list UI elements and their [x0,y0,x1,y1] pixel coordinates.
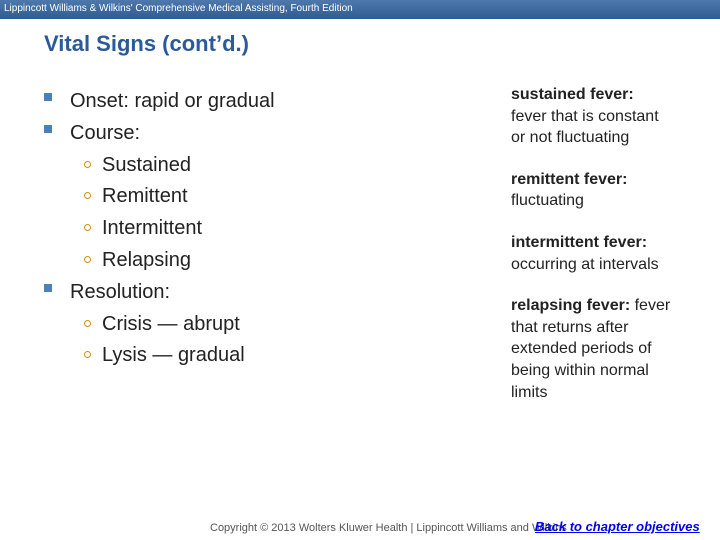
bullet-item [44,279,275,311]
circle-bullet-icon [84,256,91,263]
definition-relapsing [511,295,671,403]
definition-text: fluctuating [511,192,584,210]
bullet-text: Sustained [102,153,191,176]
square-bullet-icon [44,93,52,101]
circle-bullet-icon [84,224,91,231]
definitions-panel [511,84,671,423]
definition-text: occurring at intervals [511,255,659,273]
square-bullet-icon [44,125,52,133]
circle-bullet-icon [84,161,91,168]
bullet-text: Course: [70,121,141,144]
sub-bullet-item [44,152,275,184]
slide-title: Vital Signs (cont’d.) [44,31,249,56]
circle-bullet-icon [84,320,91,327]
sub-bullet-item [44,342,275,374]
square-bullet-icon [44,284,52,292]
bullet-item [44,120,275,152]
circle-bullet-icon [84,351,91,358]
bullet-text: Lysis — gradual [102,344,245,367]
bullet-text: Onset: rapid or gradual [70,90,275,112]
bullet-text: Resolution: [70,280,171,303]
definition-term: relapsing fever: [511,297,631,315]
definition-term: intermittent fever: [511,233,648,251]
bullet-text: Remittent [102,185,188,208]
sub-bullet-item [44,247,275,279]
sub-bullet-item [44,311,275,343]
sub-bullet-item [44,183,275,215]
sub-bullet-item [44,215,275,247]
header-bar [0,0,720,19]
definition-sustained [511,84,671,149]
bullet-text: Intermittent [102,217,203,240]
definition-term: sustained fever: [511,86,634,103]
bullet-text: Relapsing [102,248,191,271]
bullet-item [44,88,275,120]
definition-remittent [511,169,671,212]
header-text: Lippincott Williams & Wilkins' Comprehensive Medical Assisting, Fourth Edition [4,3,353,14]
bullet-text: Crisis — abrupt [102,312,240,335]
definition-intermittent [511,232,671,275]
circle-bullet-icon [84,192,91,199]
definition-term: remittent fever: [511,170,628,188]
definition-text: fever that returns after extended periods of being within normal limits [511,297,671,401]
bullet-list [44,88,275,374]
back-to-objectives-link[interactable]: Back to chapter objectives [535,519,700,534]
definition-text: fever that is constant or not fluctuating [511,107,659,147]
copyright-text: Copyright © 2013 Wolters Kluwer Health | Lippincott Williams and Wilkins [210,522,567,534]
